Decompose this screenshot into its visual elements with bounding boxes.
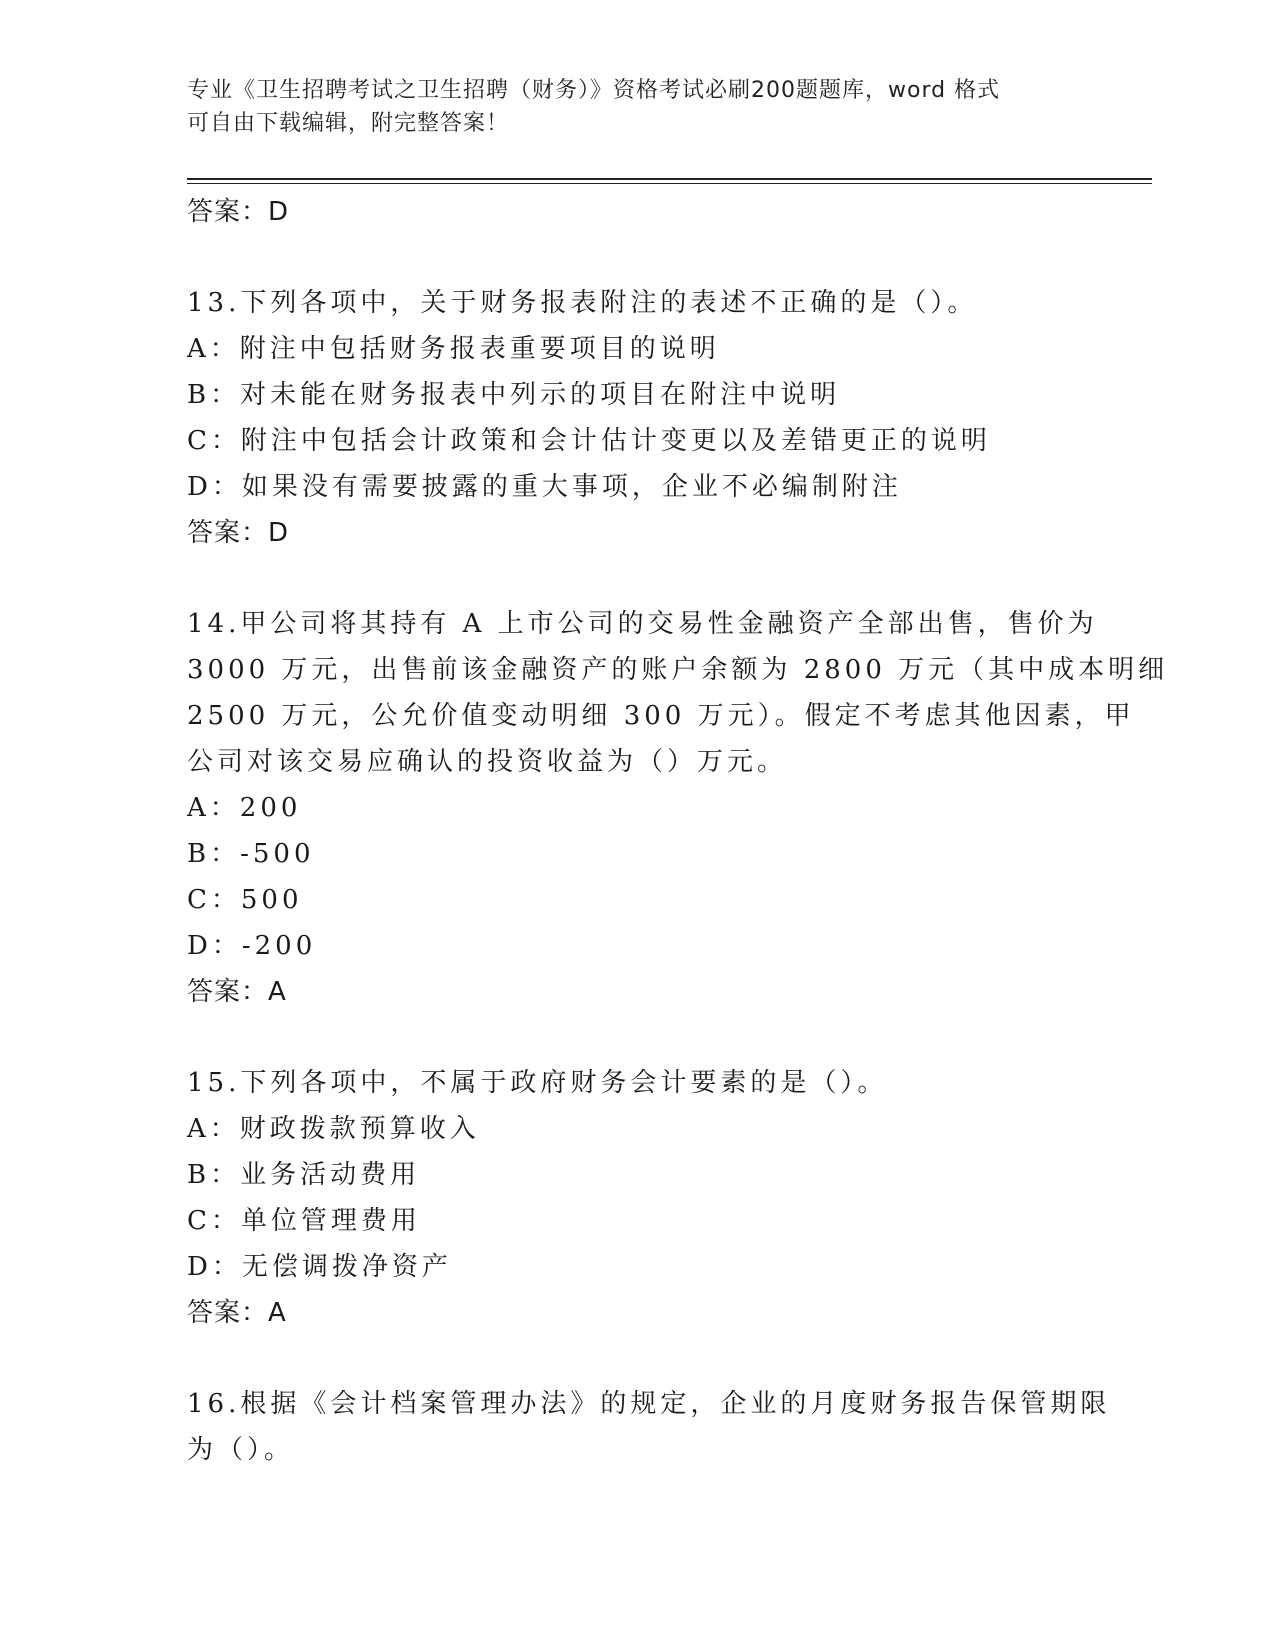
answer-line: 答案：D <box>187 518 290 548</box>
option-b: B：对未能在财务报表中列示的项目在附注中说明 <box>187 380 841 410</box>
option-d: D：-200 <box>187 931 317 961</box>
question-text: 16.根据《会计档案管理办法》的规定，企业的月度财务报告保管期限 <box>187 1389 1111 1419</box>
header-rule-thin <box>187 183 1152 184</box>
question-text: 3000 万元，出售前该金融资产的账户余额为 2800 万元（其中成本明细 <box>187 655 1169 685</box>
option-a: A：附注中包括财务报表重要项目的说明 <box>187 334 720 364</box>
question-13 <box>187 280 1087 556</box>
header-line-2: 可自由下载编辑，附完整答案！ <box>187 111 510 136</box>
option-a: A：财政拨款预算收入 <box>187 1114 480 1144</box>
answer-line: 答案：D <box>187 197 290 227</box>
option-c: C：500 <box>187 885 303 915</box>
question-text: 公司对该交易应确认的投资收益为（）万元。 <box>187 747 788 777</box>
option-d: D：如果没有需要披露的重大事项，企业不必编制附注 <box>187 472 902 502</box>
option-b: B：-500 <box>187 839 315 869</box>
question-16 <box>187 1381 1111 1473</box>
option-c: C：附注中包括会计政策和会计估计变更以及差错更正的说明 <box>187 426 991 456</box>
question-text: 2500 万元，公允价值变动明细 300 万元）。假定不考虑其他因素，甲 <box>187 701 1135 731</box>
header-line-1: 专业《卫生招聘考试之卫生招聘（财务）》资格考试必刷200题题库，word 格式 <box>187 78 1001 103</box>
header-rule <box>187 178 1152 180</box>
question-15 <box>187 1060 1087 1336</box>
question-text: 15.下列各项中，不属于政府财务会计要素的是（）。 <box>187 1068 888 1098</box>
question-14 <box>187 601 1169 1015</box>
option-a: A：200 <box>187 793 302 823</box>
option-d: D：无偿调拨净资产 <box>187 1252 452 1282</box>
option-b: B：业务活动费用 <box>187 1160 421 1190</box>
answer-line: 答案：A <box>187 1298 287 1328</box>
document-header <box>187 74 1087 140</box>
option-c: C：单位管理费用 <box>187 1206 421 1236</box>
answer-line: 答案：A <box>187 977 287 1007</box>
question-text: 14.甲公司将其持有 A 上市公司的交易性金融资产全部出售，售价为 <box>187 609 1098 639</box>
question-text: 13.下列各项中，关于财务报表附注的表述不正确的是（）。 <box>187 288 978 318</box>
question-list <box>187 189 1169 1473</box>
question-text: 为（）。 <box>187 1435 295 1465</box>
